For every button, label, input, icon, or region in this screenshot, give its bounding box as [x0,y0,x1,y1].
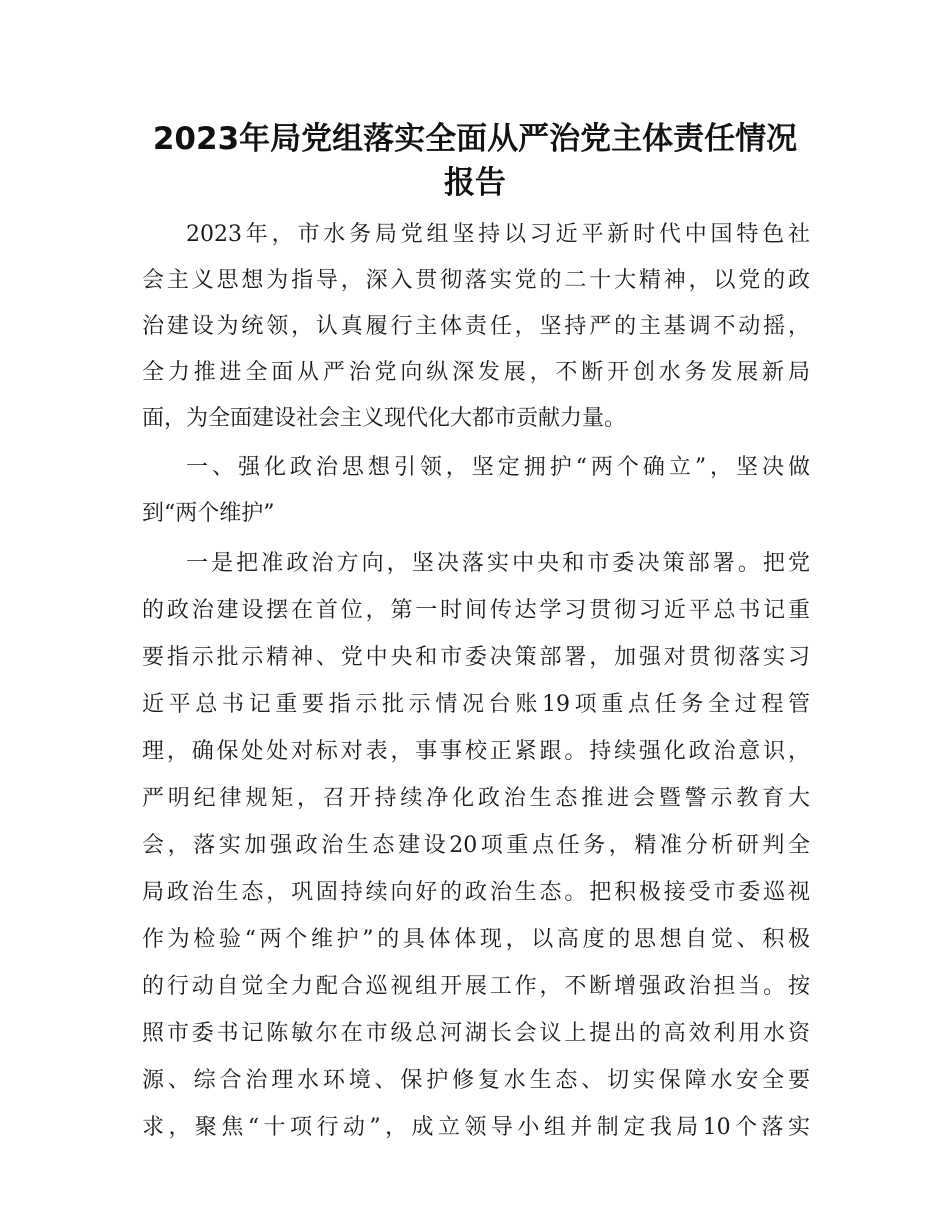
paragraph-line: 理，确保处处对标对表，事事校正紧跟。持续强化政治意识， [142,739,810,764]
paragraph-line: 求，聚焦“十项行动”，成立领导小组并制定我局10个落实 [142,1115,810,1140]
paragraph-line: 2023年，市水务局党组坚持以习近平新时代中国特色社 [186,222,810,247]
paragraph-line: 源、综合治理水环境、保护修复水生态、切实保障水安全要 [142,1068,810,1093]
document-title-line-2: 报告 [444,165,506,201]
section-heading-line: 一、强化政治思想引领，坚定拥护“两个确立”，坚决做 [186,455,810,480]
document-title-line-1: 2023年局党组落实全面从严治党主体责任情况 [152,121,798,157]
paragraph-line: 一是把准政治方向，坚决落实中央和市委决策部署。把党 [186,551,810,576]
paragraph-line: 严明纪律规矩，召开持续净化政治生态推进会暨警示教育大 [142,786,810,811]
paragraph-line: 会主义思想为指导，深入贯彻落实党的二十大精神，以党的政 [142,268,810,293]
paragraph-line: 治建设为统领，认真履行主体责任，坚持严的主基调不动摇， [142,314,810,339]
paragraph-line: 照市委书记陈敏尔在市级总河湖长会议上提出的高效利用水资 [142,1021,810,1046]
paragraph-line: 局政治生态，巩固持续向好的政治生态。把积极接受市委巡视 [142,880,810,905]
paragraph-line: 作为检验“两个维护”的具体体现，以高度的思想自觉、积极 [142,927,810,952]
paragraph-line: 要指示批示精神、党中央和市委决策部署，加强对贯彻落实习 [142,645,810,670]
paragraph-line: 全力推进全面从严治党向纵深发展，不断开创水务发展新局 [142,360,810,385]
paragraph-line: 会，落实加强政治生态建设20项重点任务，精准分析研判全 [142,833,810,858]
paragraph-line: 的政治建设摆在首位，第一时间传达学习贯彻习近平总书记重 [142,598,810,623]
paragraph-line: 近平总书记重要指示批示情况台账19项重点任务全过程管 [142,692,810,717]
section-heading-line: 到“两个维护” [142,501,275,526]
paragraph-line: 的行动自觉全力配合巡视组开展工作，不断增强政治担当。按 [142,974,810,999]
paragraph-line: 面，为全面建设社会主义现代化大都市贡献力量。 [142,406,627,431]
